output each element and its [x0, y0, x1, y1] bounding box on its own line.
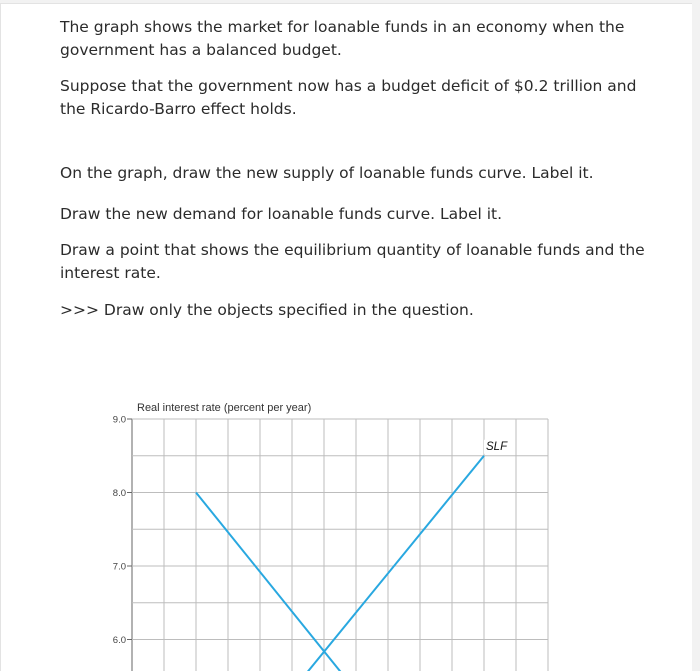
loanable-funds-graph[interactable]: [1, 392, 692, 671]
y-tick-label: 6.0: [113, 635, 126, 646]
y-axis-title: Real interest rate (percent per year): [137, 402, 311, 414]
instruction-equilibrium-point: Draw a point that shows the equilibrium quantity of loanable funds and the interest rate.: [60, 239, 660, 285]
curves: [196, 456, 484, 671]
y-axis-ticks: [113, 415, 132, 647]
curve-labels: [484, 440, 510, 454]
curve-label-slf: SLF: [486, 441, 508, 453]
y-tick-label: 7.0: [113, 562, 126, 573]
question-scenario: Suppose that the government now has a budget deficit of $0.2 trillion and the Ricardo-Barro effect holds.: [60, 75, 660, 121]
question-intro: The graph shows the market for loanable funds in an economy when the government has a balanced budget.: [60, 16, 660, 62]
y-tick-label: 8.0: [113, 488, 126, 499]
y-tick-label: 9.0: [113, 415, 126, 426]
instruction-supply-curve: On the graph, draw the new supply of loanable funds curve. Label it.: [60, 162, 660, 185]
instruction-note: >>> Draw only the objects specified in the question.: [60, 299, 660, 322]
question-card: [0, 3, 692, 671]
curve-dlf[interactable]: [196, 493, 356, 671]
instruction-demand-curve: Draw the new demand for loanable funds curve. Label it.: [60, 203, 660, 226]
